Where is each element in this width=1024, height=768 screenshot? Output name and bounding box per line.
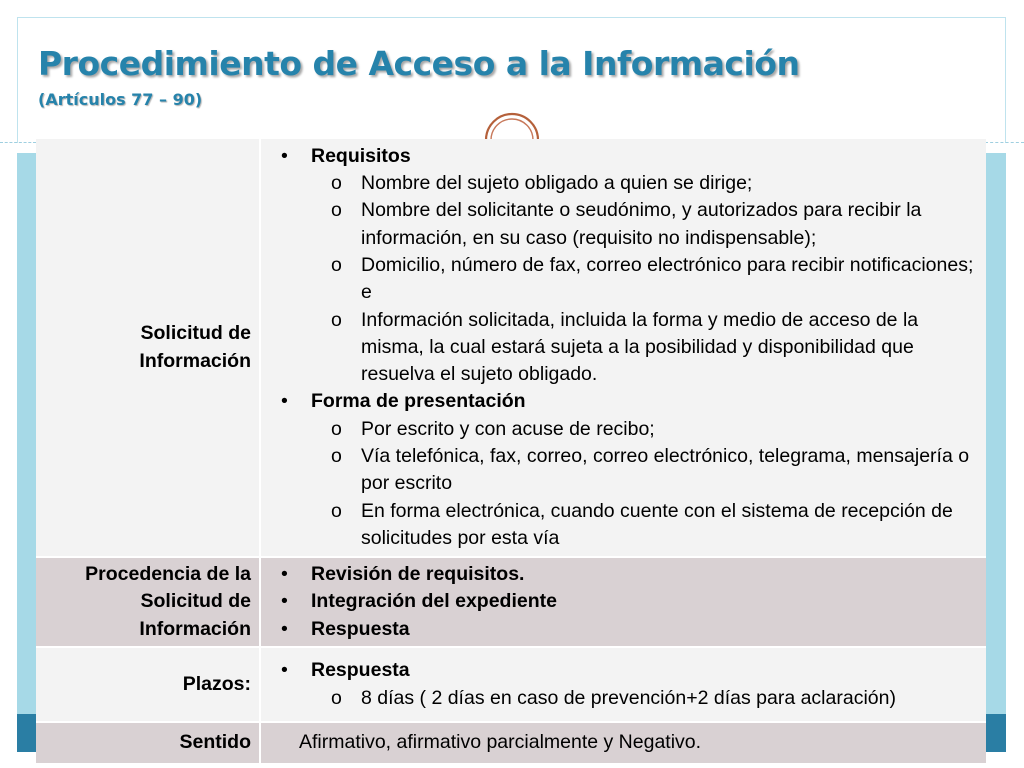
bullet-icon: • bbox=[281, 563, 288, 586]
sub-bullet-list bbox=[311, 416, 980, 552]
slide-title: Procedimiento de Acceso a la Información bbox=[38, 44, 800, 83]
list-item-text: Respuesta bbox=[311, 617, 410, 640]
list-item bbox=[271, 143, 980, 389]
row-label-plazos: Plazos: bbox=[36, 647, 260, 722]
bullet-list bbox=[271, 143, 980, 552]
sub-bullet-icon: o bbox=[331, 308, 342, 331]
list-item bbox=[271, 561, 980, 588]
list-item-text: Por escrito y con acuse de recibo; bbox=[361, 417, 655, 440]
list-item bbox=[311, 170, 980, 197]
sub-bullet-icon: o bbox=[331, 199, 342, 222]
list-item-text: 8 días ( 2 días en caso de prevención+2 días para aclaración) bbox=[361, 686, 896, 709]
table-row-procedencia bbox=[36, 557, 986, 647]
list-item bbox=[311, 307, 980, 389]
list-item bbox=[271, 657, 980, 712]
row-content-procedencia bbox=[260, 557, 986, 647]
bullet-list bbox=[271, 561, 980, 643]
list-item-text: Integración del expediente bbox=[311, 590, 557, 613]
row-label-solicitud: Solicitud de Información bbox=[36, 139, 260, 557]
sub-bullet-icon: o bbox=[331, 172, 342, 195]
bullet-icon: • bbox=[281, 617, 288, 640]
bullet-list bbox=[271, 657, 980, 712]
accent-strip-right bbox=[986, 714, 1006, 752]
list-item bbox=[311, 197, 980, 252]
table-row-solicitud bbox=[36, 139, 986, 557]
list-item bbox=[311, 252, 980, 307]
dashed-divider-right bbox=[985, 142, 1024, 143]
list-item bbox=[271, 388, 980, 552]
sub-bullet-icon: o bbox=[331, 253, 342, 276]
list-item-text: Domicilio, número de fax, correo electrónico para recibir notificaciones; e bbox=[361, 253, 974, 304]
side-band-left bbox=[17, 153, 37, 752]
sub-bullet-list bbox=[311, 685, 980, 712]
sub-bullet-icon: o bbox=[331, 499, 342, 522]
list-item-text: Revisión de requisitos. bbox=[311, 563, 525, 586]
list-item-text: Nombre del sujeto obligado a quien se dirige; bbox=[361, 172, 753, 195]
list-item bbox=[311, 685, 980, 712]
list-item-text: En forma electrónica, cuando cuente con el sistema de recepción de solicitudes por esta vía bbox=[361, 499, 953, 549]
bullet-icon: • bbox=[281, 590, 288, 613]
list-item bbox=[271, 616, 980, 643]
row-content-solicitud bbox=[260, 139, 986, 557]
accent-strip-left bbox=[17, 714, 37, 752]
section-title-forma: Forma de presentación bbox=[311, 390, 526, 413]
row-content-plazos bbox=[260, 647, 986, 722]
list-item bbox=[311, 443, 980, 498]
section-title-requisitos: Requisitos bbox=[311, 144, 411, 167]
section-title-respuesta: Respuesta bbox=[311, 659, 410, 682]
table-row-sentido bbox=[36, 722, 986, 764]
sub-bullet-icon: o bbox=[331, 417, 342, 440]
dashed-divider-left bbox=[0, 142, 36, 143]
bullet-icon: • bbox=[281, 659, 288, 682]
row-label-sentido: Sentido bbox=[36, 722, 260, 764]
list-item bbox=[311, 498, 980, 553]
slide-subtitle: (Artículos 77 – 90) bbox=[38, 90, 203, 109]
bullet-icon: • bbox=[281, 390, 288, 413]
bullet-icon: • bbox=[281, 144, 288, 167]
row-content-sentido bbox=[260, 722, 986, 764]
list-item bbox=[271, 588, 980, 615]
row-label-procedencia: Procedencia de la Solicitud de Información bbox=[36, 557, 260, 647]
list-item-text: Información solicitada, incluida la forma y medio de acceso de la misma, la cual estará sujeta a la posibilidad y disponibilidad que resuelva el sujeto obligado. bbox=[361, 308, 919, 386]
side-band-right bbox=[986, 153, 1006, 752]
sub-bullet-icon: o bbox=[331, 686, 342, 709]
list-item bbox=[311, 416, 980, 443]
table-row-plazos bbox=[36, 647, 986, 722]
sentido-text: Afirmativo, afirmativo parcialmente y Negativo. bbox=[299, 731, 702, 754]
sub-bullet-icon: o bbox=[331, 445, 342, 468]
list-item-text: Nombre del solicitante o seudónimo, y autorizados para recibir la información, en su caso (requisito no indispensable); bbox=[361, 199, 922, 249]
list-item-text: Vía telefónica, fax, correo, correo electrónico, telegrama, mensajería o por escrito bbox=[361, 445, 970, 495]
sub-bullet-list bbox=[311, 170, 980, 388]
procedure-table bbox=[36, 139, 986, 765]
